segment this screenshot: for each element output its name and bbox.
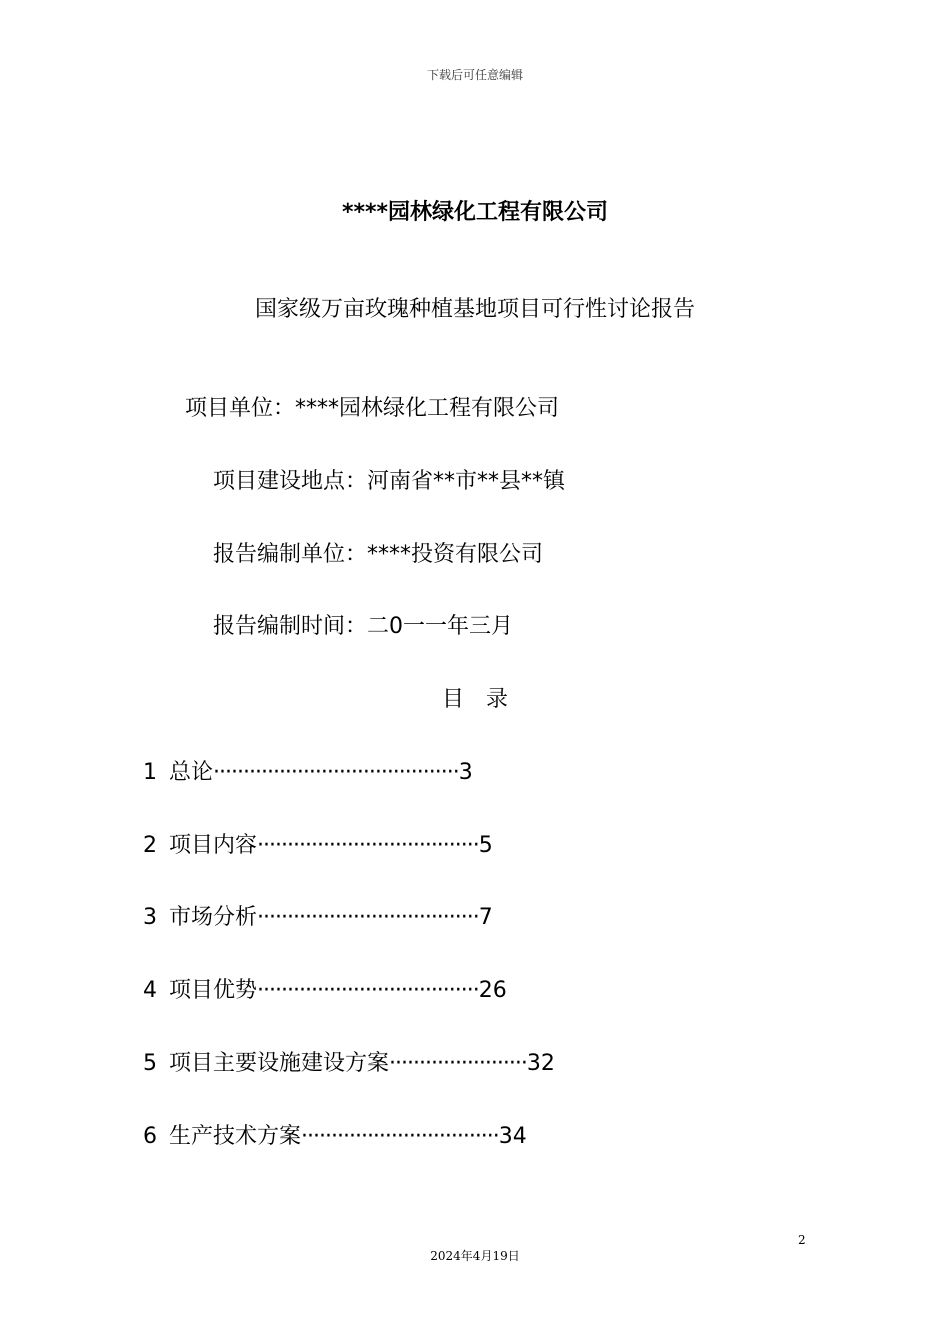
toc-item-page: 26 xyxy=(478,978,507,1003)
company-title: ****园林绿化工程有限公司 xyxy=(341,200,609,225)
toc-item-number: 1 xyxy=(143,760,157,785)
toc-item[interactable] xyxy=(143,1046,555,1077)
toc-item-page: 34 xyxy=(498,1124,527,1149)
toc-item-leader: ····································· xyxy=(257,905,479,930)
toc-item-page: 3 xyxy=(458,760,473,785)
toc-item[interactable] xyxy=(143,900,493,931)
toc-item-title: 总论 xyxy=(169,760,214,785)
toc-item-number: 5 xyxy=(143,1051,157,1076)
toc-item-title: 生产技术方案 xyxy=(169,1124,302,1149)
report-author-line: 报告编制单位：****投资有限公司 xyxy=(213,542,544,567)
toc-item-number: 6 xyxy=(143,1124,157,1149)
toc-item[interactable] xyxy=(143,755,473,786)
toc-item-number: 3 xyxy=(143,905,157,930)
toc-item-leader: ······················· xyxy=(389,1051,527,1076)
toc-item-leader: ········································· xyxy=(213,760,459,785)
toc-item[interactable] xyxy=(143,973,507,1004)
toc-item-leader: ····································· xyxy=(257,833,479,858)
toc-item-page: 7 xyxy=(478,905,493,930)
toc-item-title: 市场分析 xyxy=(169,905,258,930)
report-title: 国家级万亩玫瑰种植基地项目可行性讨论报告 xyxy=(254,297,695,322)
toc-item-page: 32 xyxy=(526,1051,555,1076)
toc-item-page: 5 xyxy=(478,833,493,858)
toc-item-title: 项目内容 xyxy=(169,833,258,858)
header-note: 下载后可任意编辑 xyxy=(426,68,523,82)
toc-item[interactable] xyxy=(143,1119,527,1150)
toc-item-title: 项目优势 xyxy=(169,978,258,1003)
toc-heading: 目录 xyxy=(441,687,530,712)
toc-item-number: 4 xyxy=(143,978,157,1003)
project-location-line: 项目建设地点：河南省**市**县**镇 xyxy=(213,469,566,494)
report-date-line: 报告编制时间：二0一一年三月 xyxy=(213,614,513,639)
toc-item-leader: ····································· xyxy=(257,978,479,1003)
page-number: 2 xyxy=(798,1233,806,1247)
footer-date: 2024年4月19日 xyxy=(430,1249,520,1263)
toc-item-title: 项目主要设施建设方案 xyxy=(169,1051,390,1076)
project-unit-line: 项目单位：****园林绿化工程有限公司 xyxy=(185,396,560,421)
toc-item[interactable] xyxy=(143,828,493,859)
toc-item-number: 2 xyxy=(143,833,157,858)
toc-item-leader: ································· xyxy=(301,1124,499,1149)
